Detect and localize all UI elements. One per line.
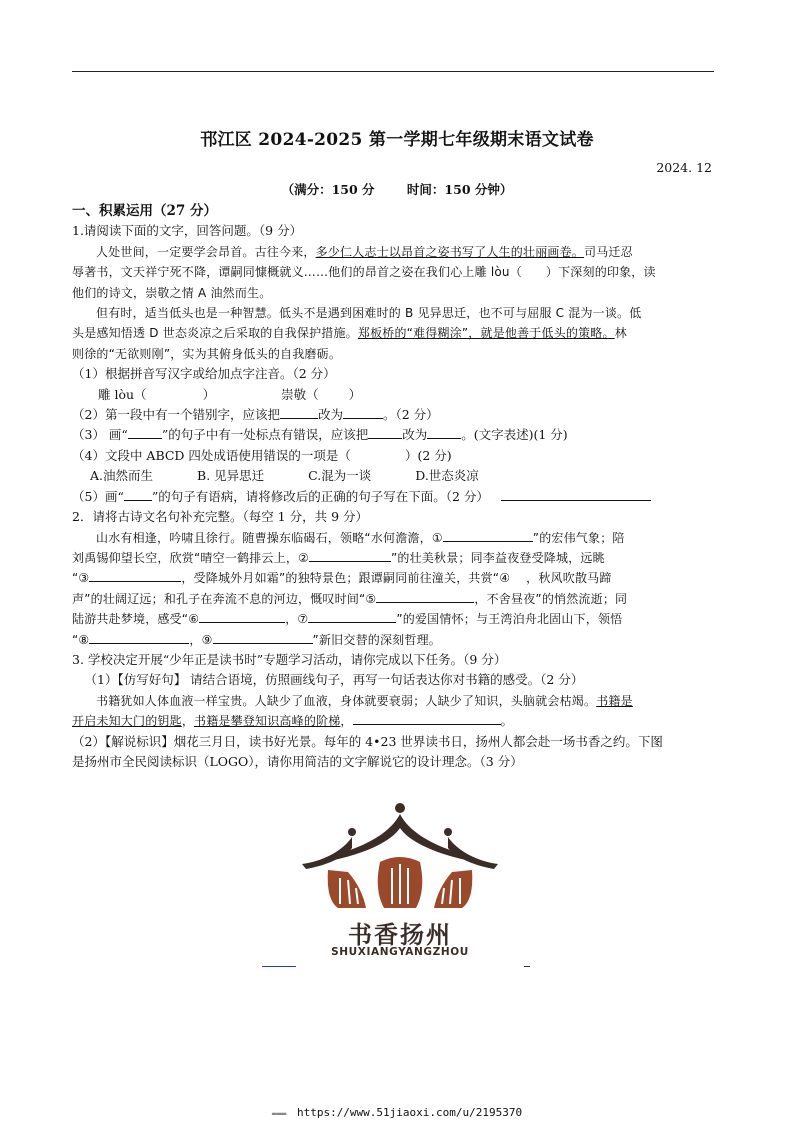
q1-para2-line1: 但有时，适当低头也是一种智慧。低头不是遇到困难时的 B 见异思迁，也不可与屈服 C 混为一谈。低 <box>96 306 642 321</box>
option-a[interactable]: A.油然而生 <box>90 468 154 484</box>
answer-blank[interactable] <box>199 610 285 623</box>
q2-line3: “③ ，受降城外月如霜”的独特景色；跟谭嗣同前往潼关，共赏“④ ，秋风吹散马蹄 <box>72 571 612 586</box>
q1-sub4: （4）文段中 ABCD 四处成语使用错误的一项是（ ）(2 分) <box>72 447 452 463</box>
logo-subtitle: SHUXIANGYANGZHOU <box>331 946 469 958</box>
answer-blank[interactable] <box>280 406 318 419</box>
answer-blank[interactable] <box>89 569 181 582</box>
q2-line2: 刘禹锡仰望长空，欣赏“晴空一鹤排云上，② ”的壮美秋景；同李益夜登受降城，远眺 <box>72 550 605 565</box>
answer-blank[interactable] <box>353 712 501 725</box>
answer-blank[interactable] <box>343 406 383 419</box>
option-d[interactable]: D.世态炎凉 <box>415 468 479 484</box>
answer-blank[interactable] <box>427 426 461 439</box>
exam-title: 邗江区 2024-2025 第一学期七年级期末语文试卷 <box>200 130 594 150</box>
q1-sub1-items: 雕 lòu（ ） 崇敬（ ） <box>98 386 362 402</box>
q1-para1-line3: 他们的诗文，崇敬之情 A 油然而生。 <box>72 285 272 300</box>
answer-blank[interactable] <box>128 426 162 439</box>
logo-title: 书香扬州 <box>348 921 452 949</box>
q2-stem: 2．请将古诗文名句补充完整。（每空 1 分，共 9 分） <box>72 509 369 525</box>
option-b[interactable]: B. 见异思迁 <box>197 468 265 484</box>
q2-line5: 陆游共赴梦境，感受“⑥ ，⑦ ”的爱国情怀；与王湾泊舟北固山下，领悟 <box>72 612 623 627</box>
q1-para1-line1: 人处世间，一定要学会昂首。古往今来，多少仁人志士以昂首之姿书写了人生的壮丽画卷。司马迁忍 <box>96 244 633 259</box>
q1-sub5: （5）画“ ”的句子有语病，请将修改后的正确的句子写在下面。（2 分） <box>72 487 714 507</box>
q3-para-line2: 开启未知大门的钥匙，书籍是攀登知识高峰的阶梯， 。 <box>72 714 513 729</box>
exam-date: 2024. 12 <box>656 160 712 175</box>
answer-blank[interactable] <box>89 631 189 644</box>
q3-sub2-line1: （2）【解说标识】烟花三月日，读书好光景。每年的 4•23 世界读书日，扬州人都会赴一场书香之约。下图 <box>72 733 663 749</box>
q2-line6: “⑧ ，⑨ ”新旧交替的深刻哲理。 <box>72 632 441 647</box>
full-score: （满分：150 分 <box>281 182 375 197</box>
exam-meta <box>0 180 794 198</box>
option-c[interactable]: C.混为一谈 <box>308 468 372 484</box>
q3-stem: 3. 学校决定开展“少年正是读书时”专题学习活动，请你完成以下任务。（9 分） <box>72 651 507 667</box>
answer-blank[interactable] <box>309 549 391 562</box>
q3-sub2-line2: 是扬州市全民阅读标识（LOGO），请你用简洁的文字解说它的设计理念。（3 分） <box>72 753 523 769</box>
q1-para1-line2: 辱著书，文天祥宁死不降，谭嗣同慷概就义……他们的昂首之姿在我们心上雕 lòu（ ）下深刻的印象，读 <box>72 265 656 280</box>
q1-para2-line2: 头是感知悟透 D 世态炎凉之后采取的自我保护措施。郑板桥的“难得糊涂”，就是他善于低头的策略。林 <box>72 326 627 341</box>
answer-blank[interactable] <box>376 590 474 603</box>
q1-sub3: （3） 画“ ”的句子中有一处标点有错误，应该把 改为 。(文字表述)(1 分) <box>72 427 568 443</box>
link-underline[interactable] <box>262 966 296 967</box>
dash-mark <box>524 966 530 967</box>
q1-sub2: （2）第一段中有一个错别字，应该把 改为 。（2 分） <box>72 407 439 423</box>
q2-line1: 山水有相逢，吟啸且徐行。随曹操东临碣石，领略“水何澹澹，① ”的宏伟气象；陪 <box>96 530 625 545</box>
exam-content <box>72 201 714 772</box>
q3-sub1: （1）【仿写好句】 请结合语境，仿照画线句子，再写一句话表达你对书籍的感受。（2 分） <box>84 672 584 688</box>
section-heading: 一、积累运用（27 分） <box>72 203 217 219</box>
q1-options <box>72 466 714 486</box>
watermark-mark: ▬▬▬ <box>271 1109 287 1118</box>
answer-blank[interactable] <box>501 488 651 501</box>
answer-blank[interactable] <box>308 610 396 623</box>
q1-stem: 1.请阅读下面的文字，回答问题。（9 分） <box>72 223 303 239</box>
q1-sub1: （1）根据拼音写汉字或给加点字注音。（2 分） <box>72 366 336 382</box>
footer-url <box>0 1106 794 1119</box>
footer-link[interactable]: https://www.51jiaoxi.com/u/2195370 <box>296 1106 523 1119</box>
answer-blank[interactable] <box>368 426 402 439</box>
q2-line4: 声”的壮阔辽远；和孔子在奔流不息的河边，慨叹时间“⑤ ，不舍昼夜”的悄然流逝；同 <box>72 591 628 606</box>
q1-para2-line3: 则徐的“无欲则刚”，实为其俯身低头的自我磨砺。 <box>72 346 342 361</box>
top-rule <box>72 71 714 72</box>
exam-time: 时间：150 分钟） <box>406 182 513 197</box>
q3-para-line1: 书籍犹如人体血液一样宝贵。人缺少了血液，身体就要衰弱；人缺少了知识，头脑就会枯竭。书籍是 <box>96 693 633 708</box>
answer-blank[interactable] <box>213 631 313 644</box>
answer-blank[interactable] <box>443 529 533 542</box>
